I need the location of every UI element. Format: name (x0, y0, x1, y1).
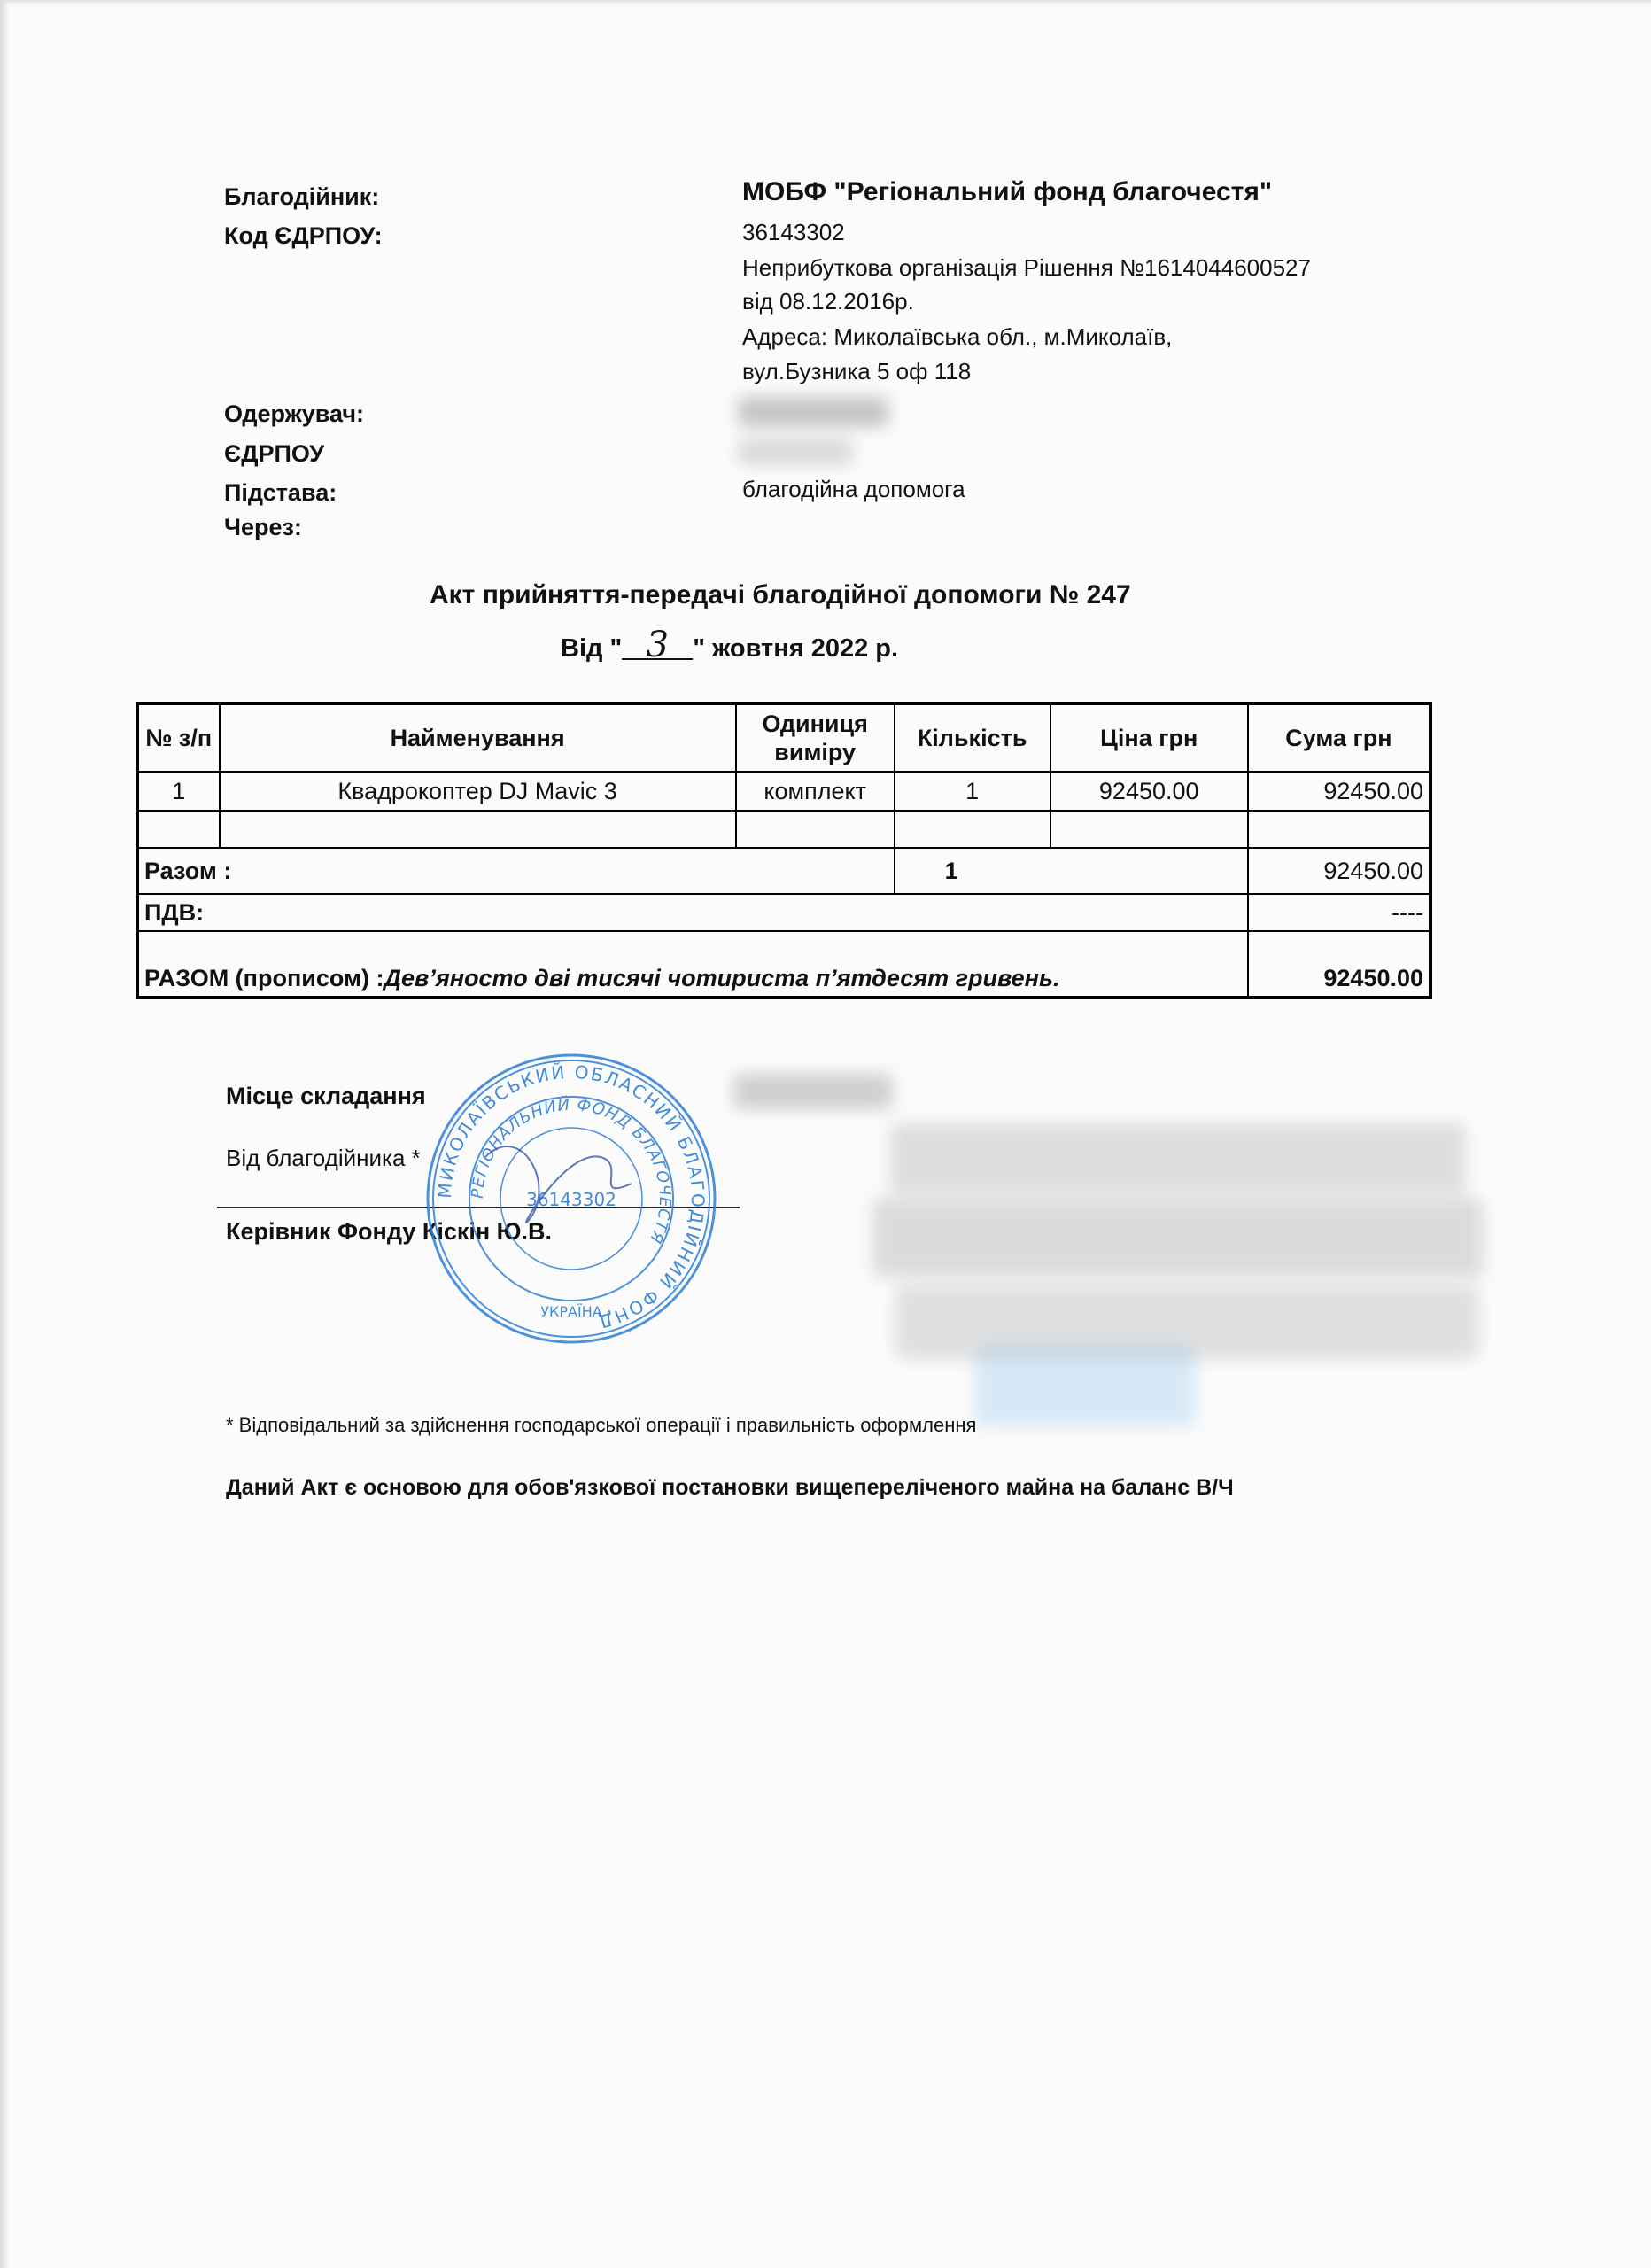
header-num: № з/п (137, 703, 220, 772)
cell-price: 92450.00 (1050, 772, 1248, 811)
vat-label: ПДВ: (137, 894, 1248, 931)
empty-cell (137, 811, 220, 848)
redacted-place (733, 1074, 893, 1109)
redacted-stamp (974, 1347, 1196, 1426)
head-signature: Керівник Фонду Кіскін Ю.В. (226, 1218, 553, 1245)
cell-unit: комплект (736, 772, 895, 811)
table-header-row (137, 703, 1430, 772)
final-note: Даний Акт є основою для обов'язкової постановки вищепереліченого майна на баланс В/Ч (226, 1475, 1234, 1500)
basis-label: Підстава: (224, 479, 337, 506)
words-sum: 92450.00 (1248, 931, 1430, 998)
words-value: Дев’яносто дві тисячі чотириста п’ятдесят гривень. (384, 965, 1060, 991)
page-edge-shadow-top (0, 0, 1651, 5)
donor-name: МОБФ "Регіональний фонд благочестя" (742, 177, 1273, 206)
date-prefix: Від " (561, 634, 623, 663)
empty-cell (1050, 811, 1248, 848)
vat-row (137, 894, 1430, 931)
header-sum: Сума грн (1248, 703, 1430, 772)
donor-code-label: Код ЄДРПОУ: (224, 222, 383, 249)
redacted-edrpou (738, 439, 853, 465)
header-qty: Кількість (895, 703, 1050, 772)
cell-sum: 92450.00 (1248, 772, 1430, 811)
donor-address-1: Адреса: Миколаївська обл., м.Миколаїв, (742, 323, 1173, 350)
donor-code: 36143302 (742, 219, 845, 245)
stamp-code: 36143302 (526, 1189, 616, 1210)
donor-status: Неприбуткова організація Рішення №1614044600527 (742, 254, 1311, 281)
items-table (136, 702, 1432, 999)
header-unit: Одиниця виміру (736, 703, 895, 772)
cell-num: 1 (137, 772, 220, 811)
total-row (137, 848, 1430, 894)
cell-qty: 1 (895, 772, 1050, 811)
page-edge-shadow (0, 0, 9, 2268)
act-title: Акт прийняття-передачі благодійної допомоги № 247 (430, 580, 1131, 610)
table-row-empty (137, 811, 1430, 848)
via-label: Через: (224, 514, 302, 540)
words-label: РАЗОМ (прописом) : (144, 965, 384, 991)
words-cell (137, 931, 1248, 998)
header-name: Найменування (220, 703, 736, 772)
empty-cell (1248, 811, 1430, 848)
redacted-receiver-text (890, 1123, 1466, 1194)
basis-value: благодійна допомога (742, 476, 965, 502)
redacted-recipient (738, 397, 888, 427)
total-label: Разом : (137, 848, 895, 894)
cell-name: Квадрокоптер DJ Mavic 3 (220, 772, 736, 811)
words-row (137, 931, 1430, 998)
svg-text:РЕГІОНАЛЬНИЙ ФОНД БЛАГОЧЕСТЯ (469, 1095, 674, 1247)
recipient-edrpou-label: ЄДРПОУ (224, 440, 324, 467)
total-qty: 1 (895, 848, 1248, 894)
seal-stamp (423, 1051, 719, 1347)
footnote: * Відповідальний за здійснення господарської операції і правильність оформлення (226, 1414, 977, 1436)
total-sum: 92450.00 (1248, 848, 1430, 894)
stamp-outer-text: МИКОЛАЇВСЬКИЙ ОБЛАСНИЙ БЛАГОДІЙНИЙ ФОНД (433, 1060, 709, 1333)
date-day-handwritten: 3 (622, 632, 693, 660)
date-suffix: " жовтня 2022 р. (693, 634, 899, 663)
empty-cell (220, 811, 736, 848)
header-price: Ціна грн (1050, 703, 1248, 772)
stamp-inner-text: РЕГІОНАЛЬНИЙ ФОНД БЛАГОЧЕСТЯ (468, 1095, 675, 1247)
vat-value: ---- (1248, 894, 1430, 931)
from-donor-label: Від благодійника * (226, 1145, 421, 1171)
donor-address-2: вул.Бузника 5 оф 118 (742, 358, 972, 384)
recipient-label: Одержувач: (224, 400, 365, 427)
donor-label: Благодійник: (224, 183, 380, 210)
donor-status-date: від 08.12.2016р. (742, 288, 914, 315)
stamp-country: УКРАЇНА (540, 1303, 602, 1320)
act-date (561, 625, 899, 665)
table-row (137, 772, 1430, 811)
empty-cell (895, 811, 1050, 848)
redacted-receiver-text (872, 1198, 1484, 1278)
empty-cell (736, 811, 895, 848)
place-label: Місце складання (226, 1083, 426, 1109)
handwritten-signature (485, 1146, 632, 1223)
